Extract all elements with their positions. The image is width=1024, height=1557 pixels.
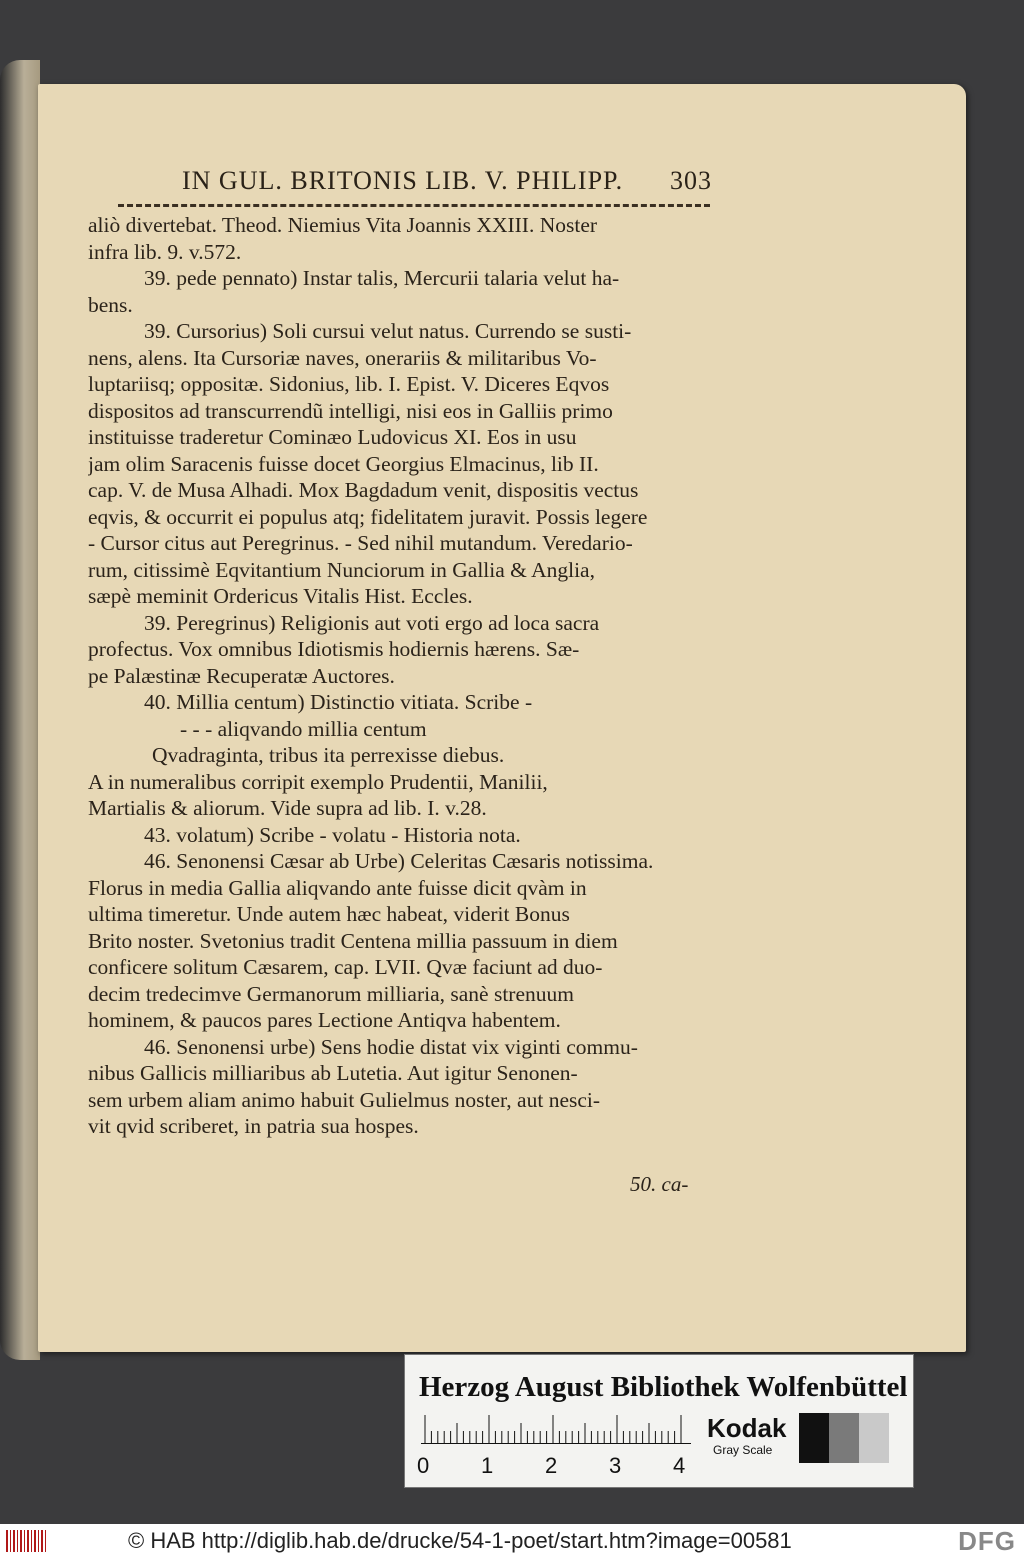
text-line: 46. Senonensi Cæsar ab Urbe) Celeritas Cæsaris notissima. — [144, 849, 654, 873]
running-head — [182, 166, 712, 196]
gray-patch — [799, 1413, 829, 1463]
kodak-logo: Kodak — [707, 1413, 787, 1443]
page-body — [88, 212, 706, 1140]
text-line: luptariisq; oppositæ. Sidonius, lib. I. Epist. V. Diceres Eqvos — [88, 372, 610, 396]
adjacent-page-edge — [0, 60, 40, 1360]
text-line: rum, citissimè Eqvitantium Nunciorum in Gallia & Anglia, — [88, 557, 595, 582]
text-line: jam olim Saracenis fuisse docet Georgius Elmacinus, lib II. — [88, 451, 599, 476]
text-line: conficere solitum Cæsarem, cap. LVII. Qvæ faciunt ad duo- — [88, 955, 603, 979]
dfg-logo: DFG — [958, 1526, 1016, 1556]
gray-patch — [859, 1413, 889, 1463]
text-line: 39. Cursorius) Soli cursui velut natus. Currendo se susti- — [144, 319, 632, 343]
text-line: - Cursor citus aut Peregrinus. - Sed nihil mutandum. Veredario- — [88, 531, 633, 555]
text-line: sem urbem aliam animo habuit Gulielmus noster, aut nesci- — [88, 1087, 601, 1112]
page-number: 303 — [670, 166, 712, 195]
header-rule — [118, 204, 710, 207]
copyright-link[interactable]: © HAB http://diglib.hab.de/drucke/54-1-poet/start.htm?image=00581 — [128, 1528, 792, 1553]
ruler-ticks — [421, 1415, 691, 1443]
text-line: eqvis, & occurrit ei populus atq; fidelitatem juravit. Possis legere — [88, 504, 648, 529]
text-line: profectus. Vox omnibus Idiotismis hodiernis hærens. Sæ- — [88, 637, 580, 661]
catchword: 50. ca- — [630, 1172, 689, 1196]
text-line: 39. Peregrinus) Religionis aut voti ergo ad loca sacra — [144, 610, 600, 635]
running-head-title: IN GUL. BRITONIS LIB. V. PHILIPP. — [182, 166, 624, 195]
text-line: Brito noster. Svetonius tradit Centena millia passuum in diem — [88, 928, 618, 953]
text-line: Florus in media Gallia aliqvando ante fuisse dicit qvàm in — [88, 875, 587, 900]
text-line: infra lib. 9. v.572. — [88, 239, 242, 264]
footer-bar — [0, 1524, 1024, 1557]
text-line: ultima timeretur. Unde autem hæc habeat, viderit Bonus — [88, 902, 570, 926]
text-line: instituisse traderetur Cominæo Ludovicus XI. Eos in usu — [88, 425, 577, 449]
text-line: aliò divertebat. Theod. Niemius Vita Joannis XXIII. Noster — [88, 213, 598, 237]
text-line: 46. Senonensi urbe) Sens hodie distat vix viginti commu- — [144, 1034, 638, 1059]
text-line: vit qvid scriberet, in patria sua hospes. — [88, 1114, 419, 1138]
text-line: 40. Millia centum) Distinctio vitiata. Scribe - — [144, 690, 533, 714]
color-target — [404, 1354, 914, 1488]
gray-patch — [829, 1413, 859, 1463]
text-line: sæpè meminit Ordericus Vitalis Hist. Eccles. — [88, 584, 473, 608]
text-line: decim tredecimve Germanorum milliaria, sanè strenuum — [88, 981, 574, 1006]
text-line: - - - aliqvando millia centum — [180, 716, 427, 741]
scale-ruler — [421, 1415, 691, 1444]
text-line: 43. volatum) Scribe - volatu - Historia nota. — [144, 822, 521, 847]
text-line: hominem, & paucos pares Lectione Antiqva habentem. — [88, 1008, 561, 1032]
hab-logo-icon — [6, 1530, 46, 1552]
ruler-number: 2 — [545, 1453, 558, 1478]
text-line: cap. V. de Musa Alhadi. Mox Bagdadum venit, dispositis vectus — [88, 478, 639, 502]
text-line: nens, alens. Ita Cursoriæ naves, onerariis & militaribus Vo- — [88, 345, 597, 370]
ruler-number: 4 — [673, 1453, 686, 1478]
text-line: bens. — [88, 292, 133, 317]
text-line: Qvadraginta, tribus ita perrexisse diebus. — [152, 743, 505, 767]
text-line: Martialis & aliorum. Vide supra ad lib. I. v.28. — [88, 796, 487, 820]
text-line: dispositos ad transcurrendũ intelligi, nisi eos in Galliis primo — [88, 398, 613, 423]
text-line: nibus Gallicis milliaribus ab Lutetia. Aut igitur Senonen- — [88, 1061, 578, 1085]
text-line: A in numeralibus corripit exemplo Prudentii, Manilii, — [88, 769, 548, 794]
ruler-number: 3 — [609, 1453, 622, 1478]
ruler-number: 1 — [481, 1453, 494, 1478]
text-line: pe Palæstinæ Recuperatæ Auctores. — [88, 663, 395, 688]
text-line: 39. pede pennato) Instar talis, Mercurii talaria velut ha- — [144, 266, 620, 290]
library-name: Herzog August Bibliothek Wolfenbüttel — [419, 1371, 908, 1403]
ruler-number: 0 — [417, 1453, 430, 1478]
gray-scale-label: Gray Scale — [713, 1443, 773, 1457]
